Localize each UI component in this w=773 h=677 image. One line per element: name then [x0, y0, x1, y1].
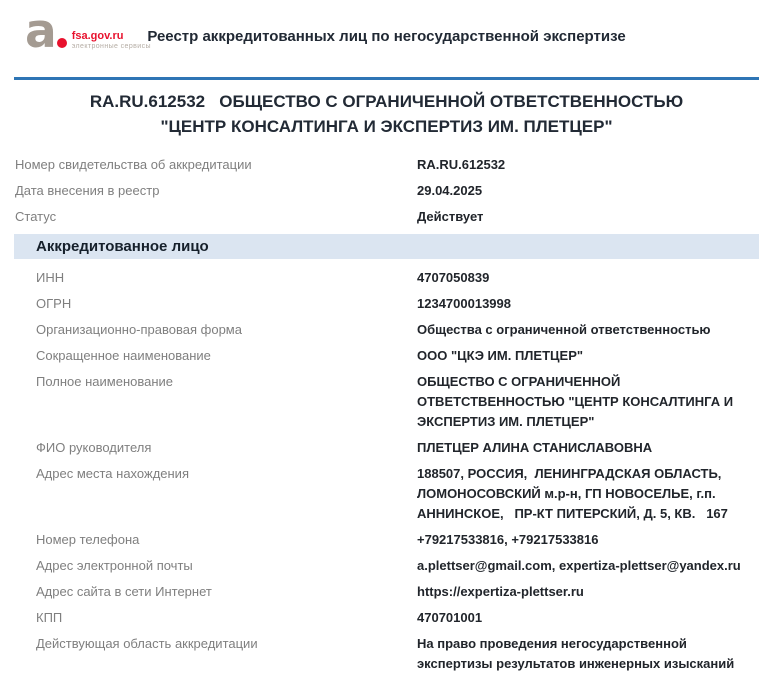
- field-value: ООО "ЦКЭ ИМ. ПЛЕТЦЕР": [417, 348, 584, 363]
- table-row: [14, 178, 759, 204]
- field-value: 188507, РОССИЯ, ЛЕНИНГРАДСКАЯ ОБЛАСТЬ, ЛОМОНОСОВСКИЙ м.р-н, ГП НОВОСЕЛЬЕ, г.п. АННИНСКОЕ, ПР-КТ ПИТЕРСКИЙ, Д. 5, КВ. 167: [417, 466, 728, 521]
- field-value: Действует: [417, 209, 484, 224]
- field-value: 4707050839: [417, 270, 490, 285]
- registry-card: [14, 77, 759, 677]
- section-header-accredited-person: Аккредитованное лицо: [14, 234, 759, 259]
- table-row: [14, 204, 759, 230]
- accredited-person-rows: [14, 259, 759, 677]
- table-row: [14, 631, 759, 677]
- field-value: На право проведения негосударственной экспертизы результатов инженерных изысканий: [417, 636, 735, 671]
- field-label: Полное наименование: [36, 374, 174, 389]
- fsa-logo-tagline: электронные сервисы: [71, 43, 151, 50]
- table-row: [14, 265, 759, 291]
- table-row: [14, 605, 759, 631]
- fsa-logo-a-mark: a: [25, 4, 55, 59]
- field-label: ОГРН: [36, 296, 72, 311]
- page-title: Реестр аккредитованных лиц по негосударственной экспертизе: [147, 28, 626, 45]
- table-row: [14, 317, 759, 343]
- table-row: [14, 343, 759, 369]
- field-label: Действующая область аккредитации: [36, 636, 258, 651]
- card-heading-band: [14, 77, 759, 146]
- table-row: [14, 527, 759, 553]
- field-value: ОБЩЕСТВО С ОГРАНИЧЕННОЙ ОТВЕТСТВЕННОСТЬЮ "ЦЕНТР КОНСАЛТИНГА И ЭКСПЕРТИЗ ИМ. ПЛЕТЦЕР": [417, 374, 737, 429]
- page-header: [0, 0, 773, 77]
- field-value: ПЛЕТЦЕР АЛИНА СТАНИСЛАВОВНА: [417, 440, 653, 455]
- field-value: 1234700013998: [417, 296, 511, 311]
- field-value: a.plettser@gmail.com, expertiza-plettser@yandex.ru: [417, 558, 741, 573]
- field-label: ФИО руководителя: [36, 440, 152, 455]
- field-label: Сокращенное наименование: [36, 348, 211, 363]
- field-label: Статус: [15, 209, 57, 224]
- registration-rows: [14, 146, 759, 230]
- field-value: RA.RU.612532: [417, 157, 506, 172]
- field-label: Организационно-правовая форма: [36, 322, 242, 337]
- fsa-logo-red-dot-icon: [57, 38, 67, 48]
- field-label: Адрес электронной почты: [36, 558, 193, 573]
- table-row: [14, 291, 759, 317]
- field-value: https://expertiza-plettser.ru: [417, 584, 584, 599]
- table-row: [14, 553, 759, 579]
- field-label: Дата внесения в реестр: [15, 183, 160, 198]
- table-row: [14, 152, 759, 178]
- fsa-logo-domain: fsa.gov.ru: [71, 30, 124, 42]
- table-row: [14, 435, 759, 461]
- field-label: Номер телефона: [36, 532, 140, 547]
- accreditation-heading: RA.RU.612532 ОБЩЕСТВО С ОГРАНИЧЕННОЙ ОТВЕТСТВЕННОСТЬЮ "ЦЕНТР КОНСАЛТИНГА И ЭКСПЕРТИЗ ИМ. ПЛЕТЦЕР": [89, 92, 688, 136]
- table-row: [14, 369, 759, 435]
- field-label: КПП: [36, 610, 63, 625]
- field-value: 470701001: [417, 610, 483, 625]
- field-value: +79217533816, +79217533816: [417, 532, 599, 547]
- field-value: 29.04.2025: [417, 183, 483, 198]
- table-row: [14, 461, 759, 527]
- field-label: Номер свидетельства об аккредитации: [15, 157, 252, 172]
- field-label: Адрес места нахождения: [36, 466, 189, 481]
- field-label: ИНН: [36, 270, 65, 285]
- table-row: [14, 579, 759, 605]
- field-label: Адрес сайта в сети Интернет: [36, 584, 212, 599]
- field-value: Общества с ограниченной ответственностью: [417, 322, 711, 337]
